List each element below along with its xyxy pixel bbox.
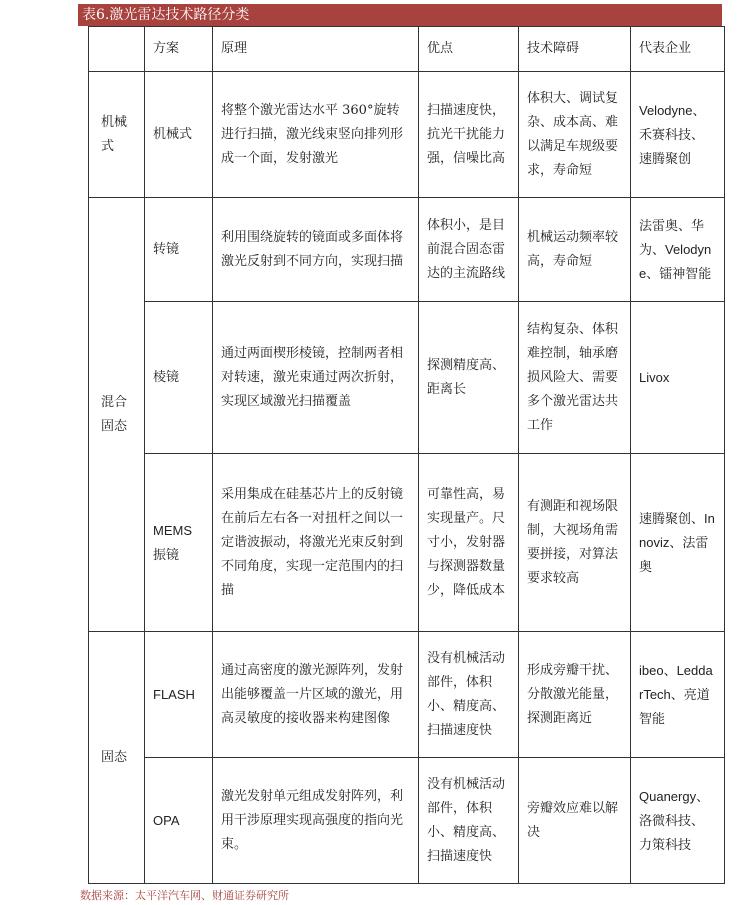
barrier-cell: 机械运动频率较高，寿命短 xyxy=(519,198,631,302)
table-row xyxy=(89,454,725,632)
principle-cell: 通过两面楔形棱镜，控制两者相对转速，激光束通过两次折射，实现区域激光扫描覆盖 xyxy=(213,302,419,454)
header-cell: 优点 xyxy=(419,27,519,72)
pros-cell: 没有机械活动部件，体积小、精度高、扫描速度快 xyxy=(419,758,519,884)
header-cell xyxy=(89,27,145,72)
scheme-cell: 转镜 xyxy=(145,198,213,302)
scheme-cell: OPA xyxy=(145,758,213,884)
scheme-cell: FLASH xyxy=(145,632,213,758)
scheme-cell: MEMS振镜 xyxy=(145,454,213,632)
barrier-cell: 有测距和视场限制，大视场角需要拼接，对算法要求较高 xyxy=(519,454,631,632)
table-row xyxy=(89,632,725,758)
table-row xyxy=(89,72,725,198)
barrier-cell: 体积大、调试复杂、成本高、难以满足车规级要求，寿命短 xyxy=(519,72,631,198)
header-row xyxy=(89,27,725,72)
data-source-note: 数据来源：太平洋汽车网、财通证券研究所 xyxy=(80,889,289,902)
barrier-cell: 结构复杂、体积难控制，轴承磨损风险大、需要多个激光雷达共工作 xyxy=(519,302,631,454)
table-row xyxy=(89,302,725,454)
category-cell: 机械式 xyxy=(89,72,145,198)
table-title: 表6.激光雷达技术路径分类 xyxy=(78,4,722,26)
header-cell: 代表企业 xyxy=(631,27,725,72)
companies-cell: Velodyne、禾赛科技、速腾聚创 xyxy=(631,72,725,198)
companies-cell: 速腾聚创、Innoviz、法雷奥 xyxy=(631,454,725,632)
principle-cell: 采用集成在硅基芯片上的反射镜在前后左右各一对扭杆之间以一定谐波振动，将激光光束反射到不同角度，实现一定范围内的扫描 xyxy=(213,454,419,632)
barrier-cell: 旁瓣效应难以解决 xyxy=(519,758,631,884)
companies-cell: Livox xyxy=(631,302,725,454)
header-cell: 技术障碍 xyxy=(519,27,631,72)
header-cell: 方案 xyxy=(145,27,213,72)
pros-cell: 没有机械活动部件，体积小、精度高、扫描速度快 xyxy=(419,632,519,758)
companies-cell: 法雷奥、华为、Velodyne、镭神智能 xyxy=(631,198,725,302)
principle-cell: 激光发射单元组成发射阵列，利用干涉原理实现高强度的指向光束。 xyxy=(213,758,419,884)
scheme-cell: 棱镜 xyxy=(145,302,213,454)
header-cell: 原理 xyxy=(213,27,419,72)
pros-cell: 体积小，是目前混合固态雷达的主流路线 xyxy=(419,198,519,302)
pros-cell: 可靠性高，易实现量产。尺寸小，发射器与探测器数量少，降低成本 xyxy=(419,454,519,632)
scheme-cell: 机械式 xyxy=(145,72,213,198)
pros-cell: 探测精度高、距离长 xyxy=(419,302,519,454)
pros-cell: 扫描速度快，抗光干扰能力强，信噪比高 xyxy=(419,72,519,198)
principle-cell: 将整个激光雷达水平 360°旋转进行扫描，激光线束竖向排列形成一个面，发射激光 xyxy=(213,72,419,198)
barrier-cell: 形成旁瓣干扰、分散激光能量，探测距离近 xyxy=(519,632,631,758)
table-row xyxy=(89,758,725,884)
lidar-tech-table xyxy=(88,26,725,884)
companies-cell: ibeo、LeddarTech、亮道智能 xyxy=(631,632,725,758)
principle-cell: 利用围绕旋转的镜面或多面体将激光反射到不同方向，实现扫描 xyxy=(213,198,419,302)
principle-cell: 通过高密度的激光源阵列，发射出能够覆盖一片区域的激光，用高灵敏度的接收器来构建图像 xyxy=(213,632,419,758)
table-row xyxy=(89,198,725,302)
category-cell: 混合固态 xyxy=(89,198,145,632)
category-cell: 固态 xyxy=(89,632,145,884)
companies-cell: Quanergy、洛微科技、力策科技 xyxy=(631,758,725,884)
